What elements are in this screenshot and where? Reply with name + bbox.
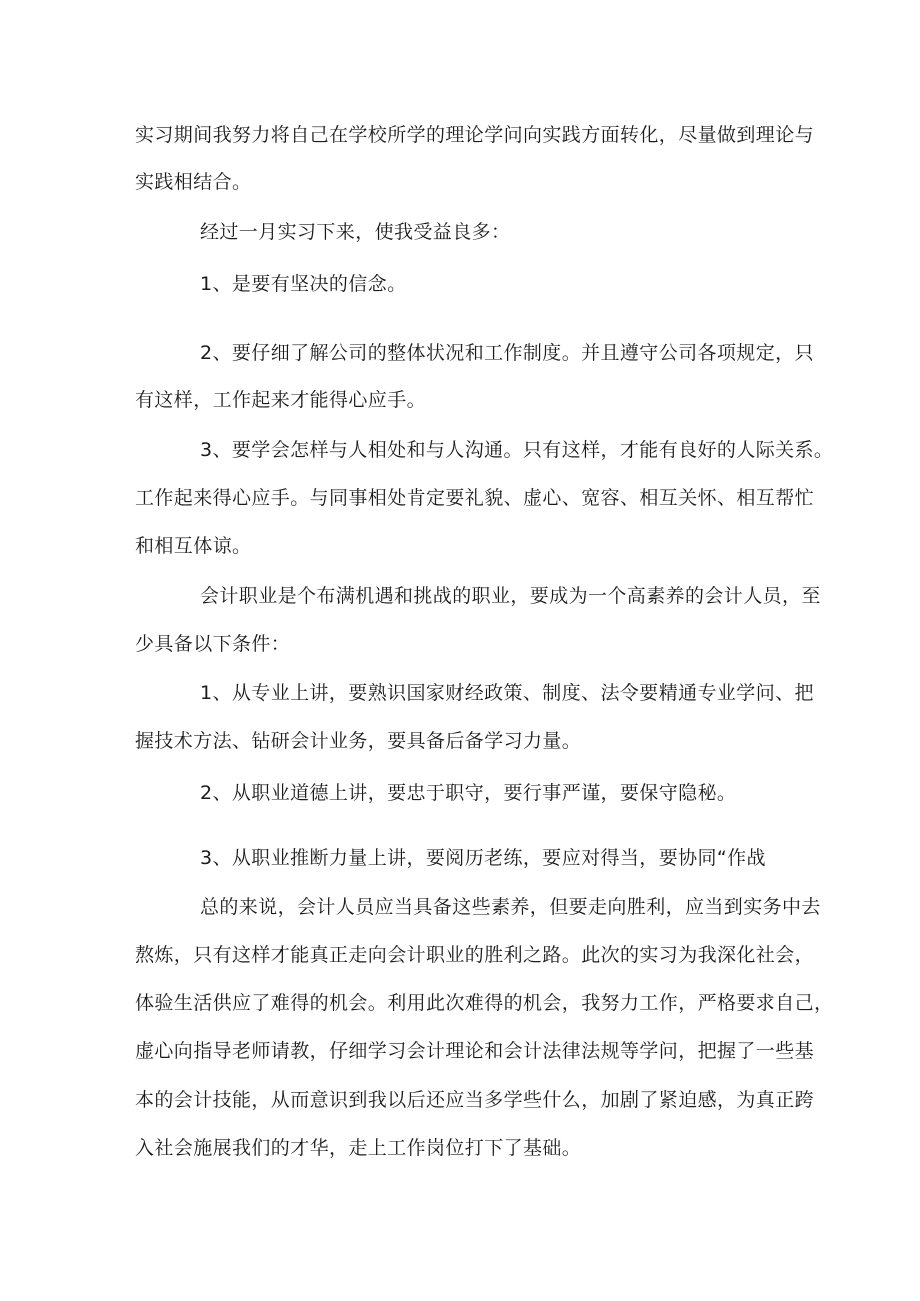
- list-item-line: 握技术方法、钻研会计业务，要具备后备学习力量。: [135, 730, 582, 752]
- paragraph-line: 总的来说，会计人员应当具备这些素养，但要走向胜利，应当到实务中去: [200, 896, 821, 918]
- list-item-line: 工作起来得心应手。与同事相处肯定要礼貌、虚心、宽容、相互关怀、相互帮忙: [135, 487, 815, 509]
- list-item-line: 2、从职业道德上讲，要忠于职守，要行事严谨，要保守隐秘。: [200, 782, 737, 804]
- paragraph-line: 熬炼，只有这样才能真正走向会计职业的胜利之路。此次的实习为我深化社会，: [135, 944, 815, 966]
- list-item-line: 1、从专业上讲，要熟识国家财经政策、制度、法令要精通专业学问、把: [200, 682, 814, 704]
- list-item-line: 2、要仔细了解公司的整体状况和工作制度。并且遵守公司各项规定，只: [200, 342, 814, 364]
- list-item-line: 1、是要有坚决的信念。: [200, 273, 407, 295]
- paragraph-line: 会计职业是个布满机遇和挑战的职业，要成为一个高素养的会计人员，至: [200, 585, 821, 607]
- paragraph-line: 本的会计技能，从而意识到我以后还应当多学些什么，加剧了紧迫感，为真正跨: [135, 1089, 815, 1111]
- paragraph-line: 体验生活供应了难得的机会。利用此次难得的机会，我努力工作，严格要求自己，: [135, 992, 834, 1014]
- paragraph-line: 入社会施展我们的才华，走上工作岗位打下了基础。: [135, 1137, 582, 1159]
- paragraph-line: 经过一月实习下来，使我受益良多：: [200, 221, 511, 243]
- paragraph-line: 实习期间我努力将自己在学校所学的理论学问向实践方面转化，尽量做到理论与: [135, 124, 815, 146]
- list-item-line: 3、从职业推断力量上讲，要阅历老练，要应对得当，要协同“作战: [200, 847, 766, 869]
- list-item-line: 有这样，工作起来才能得心应手。: [135, 389, 427, 411]
- paragraph-line: 少具备以下条件：: [135, 633, 291, 655]
- paragraph-line: 虚心向指导老师请教，仔细学习会计理论和会计法律法规等学问，把握了一些基: [135, 1040, 815, 1062]
- list-item-line: 3、要学会怎样与人相处和与人沟通。只有这样，才能有良好的人际关系。: [200, 439, 834, 461]
- paragraph-line: 实践相结合。: [135, 171, 252, 193]
- list-item-line: 和相互体谅。: [135, 535, 252, 557]
